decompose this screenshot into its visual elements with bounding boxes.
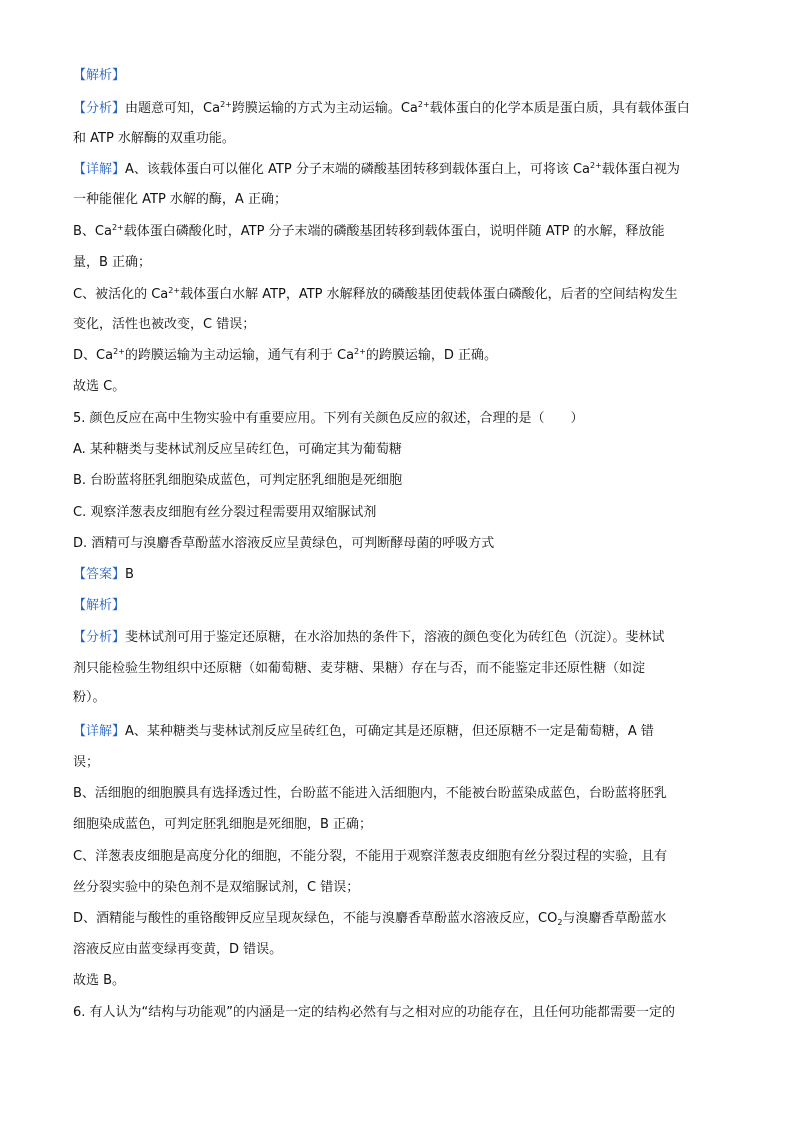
question-5-stem: 5. 颜色反应在高中生物实验中有重要应用。下列有关颜色反应的叙述，合理的是（ ） xyxy=(73,411,584,426)
detail-line: D、酒精能与酸性的重铬酸钾反应呈现灰绿色，不能与溴麝香草酚蓝水溶液反应，$CO_2$与溴麝香草酚蓝水 xyxy=(73,911,667,927)
answer-line xyxy=(73,566,134,584)
analysis-heading xyxy=(73,597,125,615)
detail-line: 【详解】A、某种糖类与斐林试剂反应呈砖红色，可确定其是还原糖，但还原糖不一定是葡萄糖，A 错 xyxy=(73,724,654,739)
detail-line: 溶液反应由蓝变绿再变黄，D 错误。 xyxy=(73,942,283,957)
fenxi-tag: 【分析】 xyxy=(73,101,126,116)
detail-line: 变化，活性也被改变，C 错误； xyxy=(73,317,256,332)
analysis-tag: 【解析】 xyxy=(73,598,126,613)
question-6-stem: 6. 有人认为“结构与功能观”的内涵是一定的结构必然有与之相对应的功能存在，且任何功能都需要一定的 xyxy=(73,1005,676,1020)
xiangjie-tag: 【详解】 xyxy=(73,724,126,739)
detail-line: C、被活化的 $Ca^{2+}$载体蛋白水解 ATP，ATP 水解释放的磷酸基团使载体蛋白磷酸化，后者的空间结构发生 xyxy=(73,286,678,302)
answer-value: B xyxy=(125,567,134,582)
fenxi-tag: 【分析】 xyxy=(73,630,126,645)
question-5-option-d: D. 酒精可与溴麝香草酚蓝水溶液反应呈黄绿色，可判断酵母菌的呼吸方式 xyxy=(73,536,495,551)
conclusion-line: 故选 C。 xyxy=(73,379,126,394)
detail-line: 一种能催化 ATP 水解的酶，A 正确； xyxy=(73,192,287,207)
detail-line: 细胞染成蓝色，可判定胚乳细胞是死细胞，B 正确； xyxy=(73,817,373,832)
detail-line: C、洋葱表皮细胞是高度分化的细胞，不能分裂，不能用于观察洋葱表皮细胞有丝分裂过程的实验，且有 xyxy=(73,849,668,864)
detail-line: B、$Ca^{2+}$载体蛋白磷酸化时，ATP 分子末端的磷酸基团转移到载体蛋白，说明伴随 ATP 的水解，释放能 xyxy=(73,223,665,239)
conclusion-line: 故选 B。 xyxy=(73,973,126,988)
analysis-paragraph-line: 【分析】斐林试剂可用于鉴定还原糖，在水浴加热的条件下，溶液的颜色变化为砖红色（沉淀）。斐林试 xyxy=(73,630,665,645)
analysis-paragraph-line: 粉）。 xyxy=(73,690,106,705)
answer-tag: 【答案】 xyxy=(73,567,126,582)
question-5-option-c: C. 观察洋葱表皮细胞有丝分裂过程需要用双缩脲试剂 xyxy=(73,505,377,520)
detail-line: 误； xyxy=(73,755,100,770)
detail-line: 【详解】A、该载体蛋白可以催化 ATP 分子末端的磷酸基团转移到载体蛋白上，可将该 $Ca^{2+}$载体蛋白视为 xyxy=(73,161,680,177)
detail-line: D、$Ca^{2+}$的跨膜运输为主动运输，通气有利于 $Ca^{2+}$的跨膜运输，D 正确。 xyxy=(73,347,497,363)
analysis-heading xyxy=(73,67,125,85)
question-5-option-b: B. 台盼蓝将胚乳细胞染成蓝色，可判定胚乳细胞是死细胞 xyxy=(73,473,403,488)
detail-line: B、活细胞的细胞膜具有选择透过性，台盼蓝不能进入活细胞内，不能被台盼蓝染成蓝色，台盼蓝将胚乳 xyxy=(73,786,667,801)
detail-line: 丝分裂实验中的染色剂不是双缩脲试剂，C 错误； xyxy=(73,880,360,895)
analysis-paragraph-line: 和 ATP 水解酶的双重功能。 xyxy=(73,131,235,146)
analysis-paragraph-line: 【分析】由题意可知，$Ca^{2+}$跨膜运输的方式为主动运输。$Ca^{2+}$载体蛋白的化学本质是蛋白质，具有载体蛋白 xyxy=(73,100,690,116)
analysis-paragraph-line: 剂只能检验生物组织中还原糖（如葡萄糖、麦芽糖、果糖）存在与否，而不能鉴定非还原性糖（如淀 xyxy=(73,661,646,676)
xiangjie-tag: 【详解】 xyxy=(73,162,126,177)
detail-line: 量，B 正确； xyxy=(73,255,152,270)
question-5-option-a: A. 某种糖类与斐林试剂反应呈砖红色，可确定其为葡萄糖 xyxy=(73,442,402,457)
analysis-tag: 【解析】 xyxy=(73,68,126,83)
